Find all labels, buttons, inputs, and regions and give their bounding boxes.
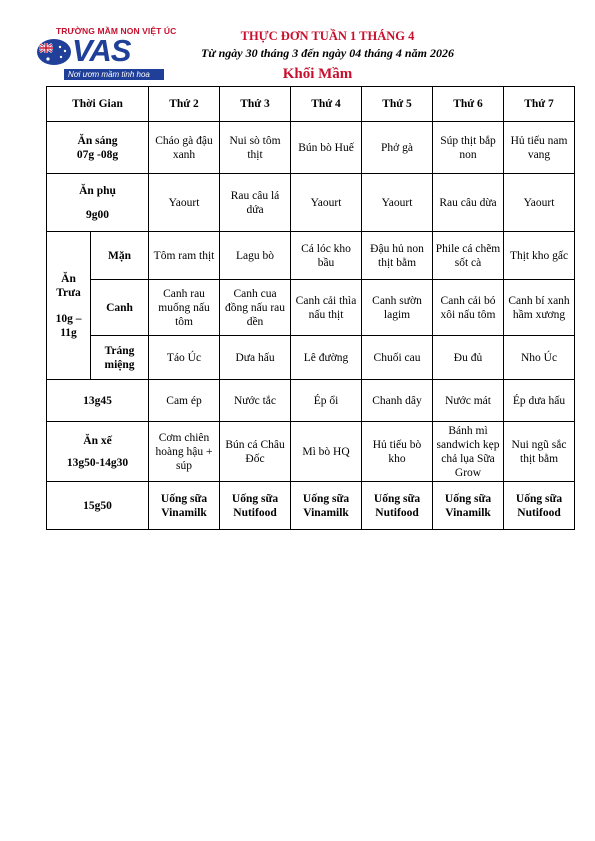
menu-cell: Ép dưa hấu [504,380,575,422]
menu-cell: Canh cải thìa nấu thịt [291,280,362,336]
header-day: Thứ 2 [149,87,220,122]
header-day: Thứ 7 [504,87,575,122]
menu-cell: Hủ tiếu bò kho [362,422,433,482]
menu-cell: Phile cá chẽm sốt cà [433,232,504,280]
meal-label: Ăn Trưa [56,272,81,299]
menu-cell: Canh sườn lagim [362,280,433,336]
menu-cell: Uống sữa Vinamilk [433,482,504,530]
row-label-lunch [47,232,91,380]
menu-cell: Tôm ram thịt [149,232,220,280]
menu-cell: Nước tắc [220,380,291,422]
menu-cell: Canh bí xanh hầm xương [504,280,575,336]
header-day: Thứ 4 [291,87,362,122]
row-label-1345: 13g45 [47,380,149,422]
menu-cell: Ép ổi [291,380,362,422]
table-row-1345 [47,380,575,422]
class-group: Khối Mầm [282,66,353,82]
menu-cell: Canh cua đồng nấu rau dền [220,280,291,336]
menu-cell: Uống sữa Vinamilk [149,482,220,530]
menu-cell: Hủ tiếu nam vang [504,122,575,174]
menu-cell: Uống sữa Vinamilk [291,482,362,530]
menu-cell: Canh rau muống nấu tôm [149,280,220,336]
meal-label: Ăn phụ [79,184,116,197]
header-day: Thứ 5 [362,87,433,122]
table-row-lunch-soup [47,280,575,336]
logo-school-name: TRƯỜNG MẦM NON VIỆT ÚC [56,26,177,36]
menu-cell: Bún bò Huế [291,122,362,174]
menu-cell: Uống sữa Nutifood [504,482,575,530]
menu-cell: Mì bò HQ [291,422,362,482]
menu-cell: Rau câu dừa [433,174,504,232]
table-row-snack [47,174,575,232]
menu-cell: Nui sò tôm thịt [220,122,291,174]
menu-cell: Nui ngũ sắc thịt bằm [504,422,575,482]
menu-cell: Súp thịt bắp non [433,122,504,174]
sub-label-soup: Canh [91,280,149,336]
menu-cell: Yaourt [362,174,433,232]
table-row-breakfast [47,122,575,174]
menu-cell: Bánh mì sandwich kẹp chả lụa Sữa Grow [433,422,504,482]
menu-cell: Cam ép [149,380,220,422]
header-day: Thứ 6 [433,87,504,122]
menu-cell: Lagu bò [220,232,291,280]
sub-label-dessert: Tráng miệng [91,336,149,380]
table-header-row [47,87,575,122]
menu-cell: Nước mát [433,380,504,422]
menu-cell: Đậu hủ non thịt bằm [362,232,433,280]
menu-cell: Phở gà [362,122,433,174]
meal-time: 10g – 11g [55,312,82,339]
row-label-snack [47,174,149,232]
table-row-lunch-dessert [47,336,575,380]
menu-date-range: Từ ngày 30 tháng 3 đến ngày 04 tháng 4 năm 2026 [201,46,454,60]
menu-cell: Táo Úc [149,336,220,380]
row-label-afternoon [47,422,149,482]
menu-cell: Lê đường [291,336,362,380]
weekly-menu-table [46,86,575,530]
menu-cell: Yaourt [149,174,220,232]
menu-cell: Nho Úc [504,336,575,380]
meal-time: 9g00 [86,208,109,221]
menu-cell: Yaourt [504,174,575,232]
meal-time: 07g -08g [76,148,119,161]
menu-cell: Cháo gà đậu xanh [149,122,220,174]
menu-cell: Đu đủ [433,336,504,380]
menu-cell: Yaourt [291,174,362,232]
logo-brand: VAS [72,33,131,68]
row-label-milk: 15g50 [47,482,149,530]
meal-label: Ăn sáng [77,134,118,147]
menu-cell: Uống sữa Nutifood [220,482,291,530]
menu-cell: Canh cải bó xôi nấu tôm [433,280,504,336]
menu-cell: Uống sữa Nutifood [362,482,433,530]
menu-cell: Chuối cau [362,336,433,380]
meal-time: 13g50-14g30 [66,456,129,469]
menu-title: THỰC ĐƠN TUẦN 1 THÁNG 4 [240,29,415,43]
menu-cell: Rau câu lá dứa [220,174,291,232]
menu-cell: Chanh dây [362,380,433,422]
menu-cell: Cá lóc kho bầu [291,232,362,280]
row-label-breakfast [47,122,149,174]
meal-label: Ăn xế [83,434,112,447]
table-row-milk [47,482,575,530]
table-row-lunch-savory [47,232,575,280]
menu-cell: Thịt kho gấc [504,232,575,280]
menu-cell: Bún cá Châu Đốc [220,422,291,482]
sub-label-savory: Mặn [91,232,149,280]
menu-cell: Dưa hấu [220,336,291,380]
logo-slogan: Nơi ươm mầm tinh hoa [64,69,164,80]
header-day: Thứ 3 [220,87,291,122]
menu-cell: Cơm chiên hoàng hậu + súp [149,422,220,482]
header-time: Thời Gian [47,87,149,122]
table-row-afternoon [47,422,575,482]
